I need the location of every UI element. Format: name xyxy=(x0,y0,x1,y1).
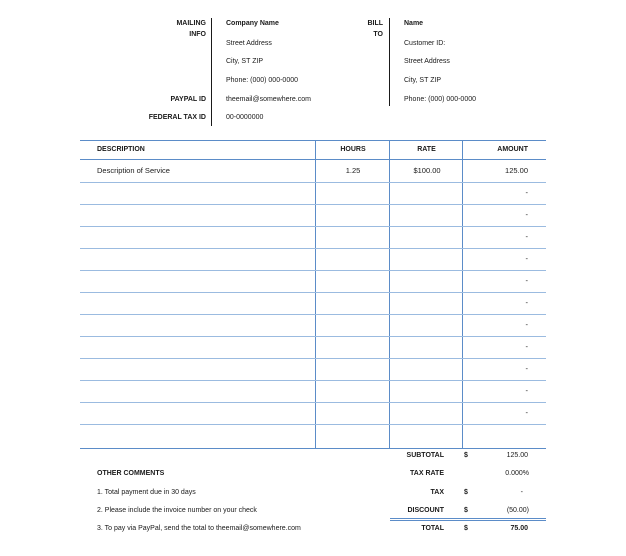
comment-line-1: 1. Total payment due in 30 days xyxy=(97,489,196,496)
table-row xyxy=(80,248,546,270)
customer-name: Name xyxy=(404,20,424,27)
cell-rate: $100.00 xyxy=(413,166,441,175)
table-row xyxy=(80,336,546,358)
table-row xyxy=(80,402,546,424)
table-row xyxy=(80,424,546,446)
cell-amount: - xyxy=(525,276,528,285)
paypal-id-label: PAYPAL ID xyxy=(170,96,206,103)
table-row xyxy=(80,380,546,402)
customer-phone: Phone: (000) 000-0000 xyxy=(404,96,476,103)
bill-to-label-line1: BILL xyxy=(367,20,383,27)
mailing-info-label-line2: INFO xyxy=(189,31,206,38)
table-row xyxy=(80,204,546,226)
mailing-divider xyxy=(211,18,212,126)
customer-city: City, ST ZIP xyxy=(404,77,442,84)
company-city: City, ST ZIP xyxy=(226,58,264,65)
table-row xyxy=(80,182,546,204)
column-header-description: DESCRIPTION xyxy=(97,146,145,153)
subtotal-label: SUBTOTAL xyxy=(406,452,444,459)
customer-street: Street Address xyxy=(404,58,450,65)
cell-amount: - xyxy=(525,320,528,329)
table-row xyxy=(80,160,546,182)
federal-tax-id-value: 00-0000000 xyxy=(226,114,264,121)
subtotal-value: 125.00 xyxy=(506,452,528,459)
tax-rate-label: TAX RATE xyxy=(410,470,444,477)
cell-amount: - xyxy=(525,254,528,263)
other-comments-title: OTHER COMMENTS xyxy=(97,470,165,477)
cell-amount: 125.00 xyxy=(505,166,528,175)
cell-amount: - xyxy=(525,408,528,417)
total-currency: $ xyxy=(464,525,468,532)
company-phone: Phone: (000) 000-0000 xyxy=(226,77,298,84)
tax-label: TAX xyxy=(430,489,444,496)
cell-amount: - xyxy=(525,232,528,241)
paypal-email: theemail@somewhere.com xyxy=(226,96,311,103)
cell-amount: - xyxy=(525,364,528,373)
cell-amount: - xyxy=(525,210,528,219)
company-name: Company Name xyxy=(226,20,279,27)
table-row xyxy=(80,226,546,248)
federal-tax-id-label: FEDERAL TAX ID xyxy=(148,114,206,121)
bill-to-divider xyxy=(389,18,390,106)
comment-line-2: 2. Please include the invoice number on your check xyxy=(97,507,257,514)
tax-rate-value: 0.000% xyxy=(505,470,529,477)
cell-amount: - xyxy=(525,298,528,307)
subtotal-currency: $ xyxy=(464,452,468,459)
table-row xyxy=(80,358,546,380)
customer-id: Customer ID: xyxy=(404,40,446,47)
cell-amount: - xyxy=(525,342,528,351)
company-street: Street Address xyxy=(226,40,272,47)
total-rule-top xyxy=(390,518,546,519)
comment-line-3: 3. To pay via PayPal, send the total to theemail@somewhere.com xyxy=(97,525,301,532)
column-header-amount: AMOUNT xyxy=(497,146,528,153)
tax-value: - xyxy=(520,489,523,496)
cell-hours: 1.25 xyxy=(345,166,361,175)
total-rule-bottom xyxy=(390,520,546,521)
table-row xyxy=(80,314,546,336)
cell-amount: - xyxy=(525,386,528,395)
discount-value: (50.00) xyxy=(506,507,529,514)
column-header-hours: HOURS xyxy=(340,146,366,153)
cell-description: Description of Service xyxy=(97,166,170,175)
cell-amount: - xyxy=(525,188,528,197)
tax-currency: $ xyxy=(464,489,468,496)
total-value: 75.00 xyxy=(510,525,528,532)
table-top-border xyxy=(80,140,546,141)
table-row xyxy=(80,292,546,314)
table-row xyxy=(80,270,546,292)
discount-currency: $ xyxy=(464,507,468,514)
total-label: TOTAL xyxy=(421,525,444,532)
table-bottom-border xyxy=(80,448,546,449)
discount-label: DISCOUNT xyxy=(407,507,444,514)
bill-to-label-line2: TO xyxy=(373,31,383,38)
column-header-rate: RATE xyxy=(417,146,436,153)
mailing-info-label-line1: MAILING xyxy=(176,20,206,27)
